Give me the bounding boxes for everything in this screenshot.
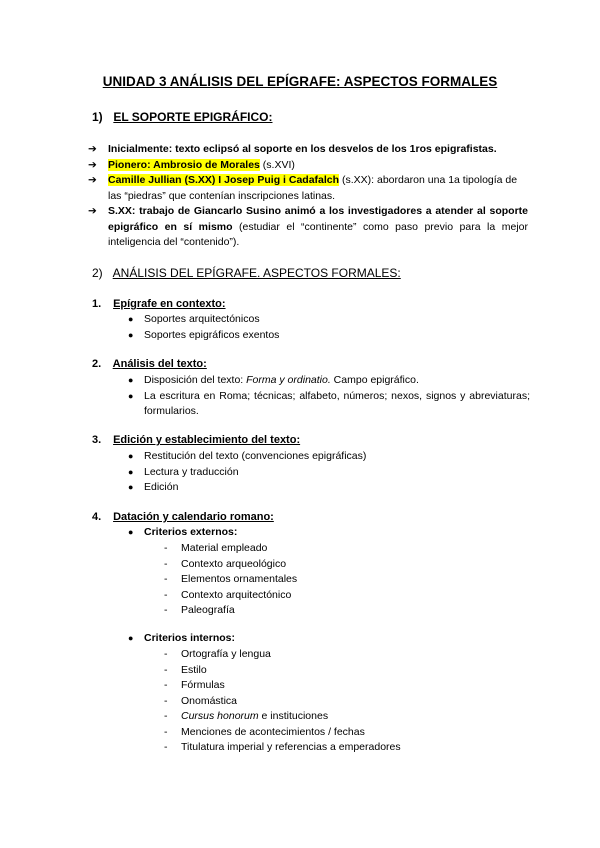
subsection-1-label: Epígrafe en contexto:: [113, 298, 226, 310]
section-1-label: EL SOPORTE EPIGRÁFICO:: [113, 110, 273, 124]
list-item: [164, 725, 401, 741]
list-item-text: Ortografía y lengua: [181, 648, 271, 660]
arrow-icon: ➔: [88, 205, 97, 217]
page-title: UNIDAD 3 ANÁLISIS DEL EPÍGRAFE: ASPECTOS FORMALES: [102, 74, 498, 89]
arrow-item: [88, 142, 528, 158]
internal-criteria-label: Criterios internos:: [144, 632, 236, 644]
bullet-icon: ●: [128, 390, 134, 401]
list-item-text: Paleografía: [181, 604, 235, 616]
bullet-icon: ●: [128, 451, 134, 461]
section-2-number: 2): [92, 266, 103, 280]
bullet-icon: ●: [128, 482, 134, 492]
list-item: [128, 312, 530, 328]
subsection-1-heading: [92, 298, 226, 310]
subsection-4-label: Datación y calendario romano:: [113, 511, 274, 523]
list-item-text: Titulatura imperial y referencias a emperadores: [181, 741, 401, 753]
subsection-4-number: 4.: [92, 511, 102, 523]
internal-criteria-heading: [128, 632, 235, 644]
arrow-icon: ➔: [88, 174, 97, 186]
highlighted-text: Camille Jullian (S.XX) I Josep Puig i Cadafalch: [108, 174, 340, 186]
list-item: [164, 588, 297, 604]
arrow-text: (s.XVI): [259, 158, 295, 171]
dash-icon: -: [164, 663, 168, 676]
list-item-text: Campo epigráfico.: [330, 374, 419, 386]
list-item-text: e instituciones: [258, 710, 329, 722]
dash-icon: -: [164, 557, 168, 570]
dash-icon: -: [164, 604, 168, 616]
list-item: [128, 465, 530, 481]
list-item-italic: Forma y ordinatio.: [246, 374, 331, 386]
bullet-icon: ●: [128, 314, 134, 324]
list-item-text: Contexto arquitectónico: [181, 588, 292, 601]
subsection-2-list: [128, 373, 530, 420]
dash-icon: -: [164, 588, 168, 601]
list-item-text: Disposición del texto:: [144, 374, 247, 386]
arrow-text: (estudiar el “continente” como paso previo para la mejor inteligencia del “contenido”).: [108, 220, 528, 248]
bullet-icon: ●: [128, 466, 134, 477]
list-item-text: Onomástica: [181, 694, 238, 707]
list-item-text: Fórmulas: [181, 679, 225, 691]
list-item-text: La escritura en Roma; técnicas; alfabeto, números; nexos, signos y abreviaturas; formularios.: [144, 389, 530, 417]
dash-icon: -: [164, 741, 168, 753]
list-item: [164, 541, 297, 557]
list-item-text: Material empleado: [181, 542, 268, 554]
list-item-text: Menciones de acontecimientos / fechas: [181, 725, 365, 738]
list-item: [164, 557, 297, 573]
subsection-2-number: 2.: [92, 358, 102, 370]
subsection-4-heading: [92, 511, 274, 523]
list-item: [128, 480, 530, 496]
bullet-icon: ●: [128, 375, 134, 385]
list-item: [164, 572, 297, 588]
list-item-text: Soportes epigráficos exentos: [144, 328, 280, 341]
arrow-icon: ➔: [88, 158, 97, 171]
list-item: [128, 449, 530, 465]
dash-icon: -: [164, 648, 168, 660]
arrow-item: [88, 204, 528, 251]
list-item: [164, 694, 401, 710]
subsection-1-list: [128, 312, 530, 343]
list-item-text: Soportes arquitectónicos: [144, 313, 260, 325]
dash-icon: -: [164, 573, 168, 585]
external-criteria-label: Criterios externos:: [144, 526, 238, 538]
dash-icon: -: [164, 725, 168, 738]
dash-icon: -: [164, 679, 168, 691]
arrow-icon: ➔: [88, 143, 97, 155]
bullet-icon: ●: [128, 527, 134, 537]
list-item: [164, 663, 401, 679]
section-2-label: ANÁLISIS DEL EPÍGRAFE. ASPECTOS FORMALES:: [112, 266, 401, 280]
arrow-bold-text: S.XX: trabajo de Giancarlo Susino animó a los investigadores a atender al soporte epigráfico en sí mismo: [108, 205, 528, 233]
subsection-2-heading: [92, 358, 207, 370]
bullet-icon: ●: [128, 633, 134, 643]
section-1-number: 1): [92, 110, 103, 124]
arrow-item: [88, 158, 528, 174]
arrow-text: (s.XX): abordaron una 1a tipología de las “piedras” que contenían inscripciones latinas.: [108, 174, 518, 202]
subsection-3-label: Edición y establecimiento del texto:: [113, 434, 301, 446]
subsection-3-heading: [92, 434, 300, 446]
subsection-3-list: [128, 449, 530, 496]
bullet-icon: ●: [128, 329, 134, 340]
list-item: [164, 678, 401, 694]
dash-icon: -: [164, 710, 168, 722]
list-item: [164, 740, 401, 756]
list-item-text: Contexto arqueológico: [181, 557, 287, 570]
list-item-text: Lectura y traducción: [144, 465, 239, 478]
arrow-text: Inicialmente: texto eclipsó al soporte en los desvelos de los 1ros epigrafistas.: [108, 143, 497, 155]
subsection-3-number: 3.: [92, 434, 102, 446]
list-item-text: Elementos ornamentales: [181, 573, 298, 585]
subsection-2-label: Análisis del texto:: [112, 358, 207, 370]
list-item: [164, 603, 297, 619]
arrow-list: [88, 142, 528, 251]
list-item: [128, 373, 530, 389]
dash-icon: -: [164, 694, 168, 707]
list-item-text: Edición: [144, 481, 179, 493]
list-item: [164, 647, 401, 663]
list-item: [164, 709, 401, 725]
external-criteria-heading: [128, 526, 237, 538]
section-2-heading: [92, 266, 401, 280]
highlighted-text: Pionero: Ambrosio de Morales: [108, 158, 260, 171]
dash-icon: -: [164, 542, 168, 554]
list-item-text: Estilo: [181, 663, 207, 676]
subsection-1-number: 1.: [92, 298, 102, 310]
list-item: [128, 328, 530, 344]
internal-criteria-list: [164, 647, 401, 756]
external-criteria-list: [164, 541, 297, 619]
arrow-item: [88, 173, 528, 204]
list-item-text: Restitución del texto (convenciones epigráficas): [144, 450, 367, 462]
list-item-italic: Cursus honorum: [181, 710, 259, 722]
section-1-heading: [92, 110, 272, 124]
list-item: [128, 389, 530, 420]
